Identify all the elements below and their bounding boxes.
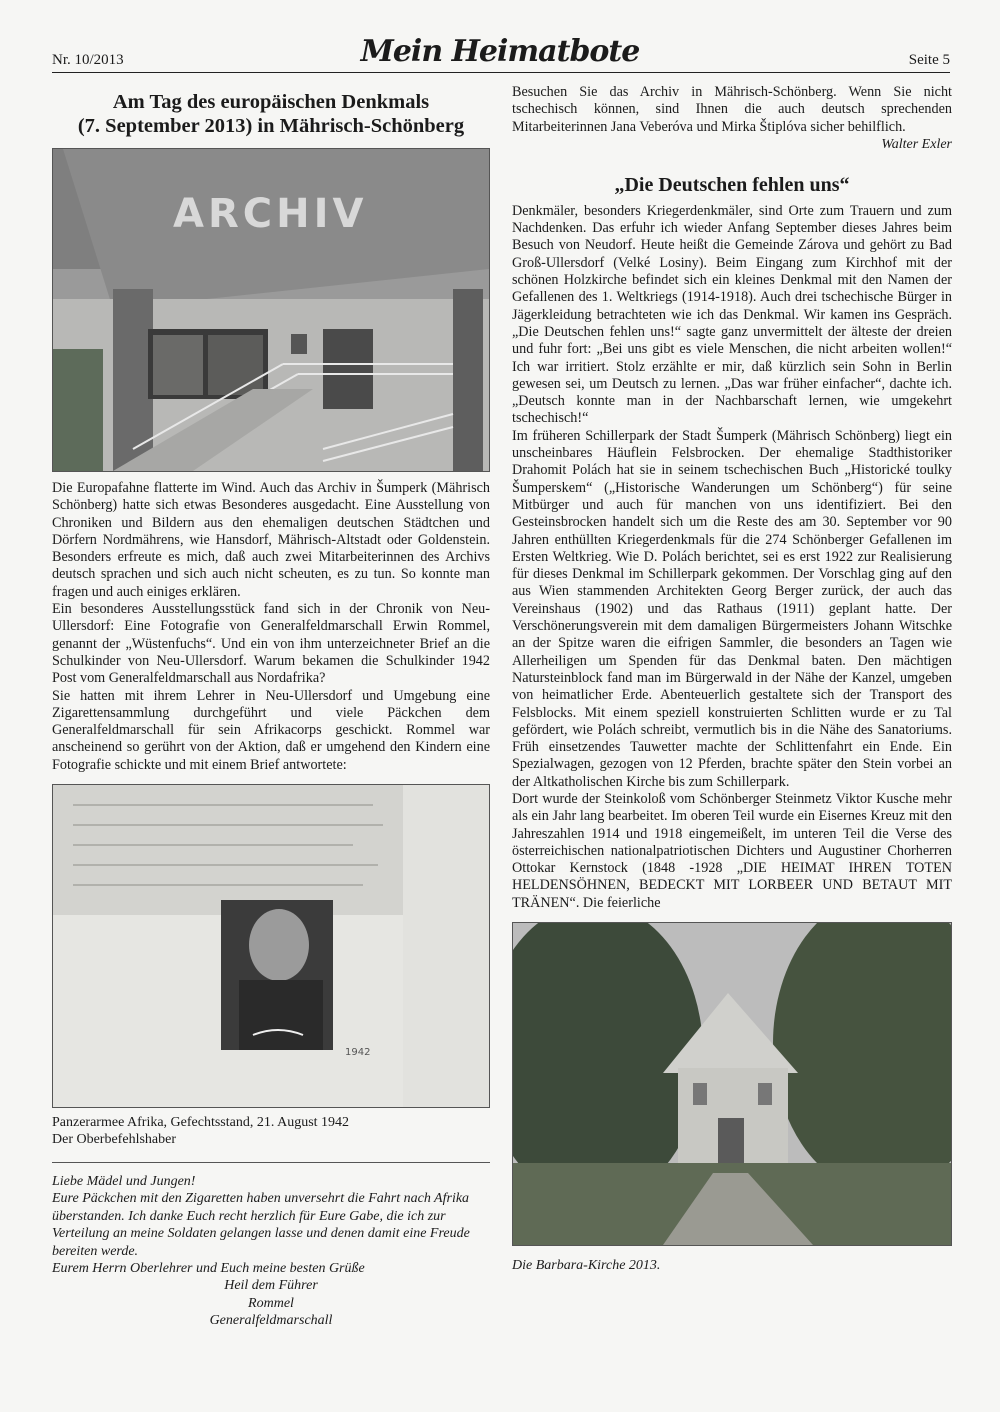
page-number: Seite 5 bbox=[908, 52, 950, 68]
author-byline: Walter Exler bbox=[881, 136, 952, 152]
left-article-body bbox=[52, 480, 490, 774]
right-paragraph-1: Denkmäler, besonders Kriegerdenkmäler, sind Orte zum Trauern und zum Nachdenken. Das erfuhr ich wieder Anfang September dieses Jahres beim Besuch von Neudorf. Heute heißt die Gemeinde Zárova und gehört zu Bad Groß-Ullersdorf (Velké Losiny). Beim Eingang zum Kirchhof mit der schönen Holzkirche befindet sich ein kleines Denkmal mit den Namen der Gefallenen des 1. Weltkriegs (1914-1918). Auch drei tschechische Bürger in Jägerkleidung betrachteten wie ich das Denkmal. Wir kamen ins Gespräch. „Die Deutschen fehlen uns!“ sagte ganz unvermittelt der älteste der dreien und fuhr fort: „Bei uns gibt es viele Menschen, die nicht arbeiten wollen!“ Ich war irritiert. Stolz erzählte er mir, daß kürzlich sein Sohn in Berlin gewesen sei, um Deutsch zu lernen. „Das war früher einfacher“, dachte ich. „Deutsch konnte man in der Nachbarschaft lernen, wie umgekehrt tschechisch!“ bbox=[512, 202, 952, 427]
chronicle-page-photo bbox=[52, 784, 490, 1108]
church-photo-caption: Die Barbara-Kirche 2013. bbox=[512, 1258, 661, 1274]
caption-line-1: Panzerarmee Afrika, Gefechtsstand, 21. August 1942 bbox=[52, 1115, 350, 1131]
chronicle-image bbox=[53, 785, 489, 1107]
right-column bbox=[512, 84, 952, 1274]
second-headline: „Die Deutschen fehlen uns“ bbox=[614, 173, 850, 196]
barbara-church-photo bbox=[512, 922, 952, 1246]
left-paragraph-2: Ein besonderes Ausstellungsstück fand sich in der Chronik von Neu-Ullersdorf: Eine Fotografie von Generalfeldmarschall Erwin Rommel, genannt der „Wüstenfuchs“. Und ein von ihm unterzeichneter Brief an die Schulkinder von Neu-Ullersdorf. Warum bekamen die Schulkinder 1942 Post vom Generalfeldmarschall aus Nordafrika? bbox=[52, 601, 490, 687]
left-column bbox=[52, 84, 490, 1330]
caption-line-2: Der Oberbefehlshaber bbox=[52, 1132, 176, 1148]
letter-signature: Rommel bbox=[248, 1295, 294, 1311]
photo-year-note: 1942 bbox=[345, 1047, 371, 1059]
right-paragraph-2: Im früheren Schillerpark der Stadt Šumperk (Mährisch Schönberg) liegt ein unscheinbares Häuflein Felsbrocken. Der ehemalige Stadthistoriker Drahomit Polách hat sie in seinem tschechischen Buch „Historické toulky Šumperskem“ („Historische Wanderungen um Schönberg“) für seine Mitbürger und auch für manchen von uns identifiziert. Bei den Gesteinsbrocken handelt sich um die Reste des am 30. September vor 90 Jahren enthüllten Kriegerdenkmals für die 274 Schönberger Gefallenen im Ersten Weltkrieg. Wie D. Polách berichtet, sei es erst 1922 zur Realisierung für dieses Denkmal im Schillerpark gekommen. Der Vorschlag ging auf den aus Wien stammenden Architekten Georg Berger zurück, der auch das Vereinshaus (1902) und das Rathaus (1911) geplant hatte. Der Verschönerungsverein mit dem damaligen Bürgermeisters Johann Witschke an der Spitze waren die eifrigen Sammler, die besonders an Tagen wie Allerheiligen um Spenden für das Denkmal baten. Den mächtigen Natursteinblock fand man im Bürgerwald in der Nähe der Kanzel, umgeben von heimatlicher Erde. Abenteuerlich gestaltete sich der Transport des Felsblocks. Mit einem speziell konstruierten Schlitten wurde er zu Tal gefördert, wie Polách schreibt, vermutlich bis in die Nähe des Sanatoriums. Früh einsetzendes Tauwetter machte der Schlittenfahrt ein Ende. Ein Spezialwagen, gezogen von 12 Pferden, brachte später den Stein vorbei an der Altkatholischen Kirche bis zum Schillerpark. bbox=[512, 427, 952, 790]
photo-caption bbox=[52, 1114, 490, 1148]
headline-line-2: (7. September 2013) in Mährisch-Schönberg bbox=[77, 115, 465, 137]
archiv-sign: ARCHIV bbox=[173, 191, 368, 237]
right-article-body bbox=[512, 203, 952, 912]
section-divider bbox=[52, 1162, 490, 1163]
left-paragraph-3: Sie hatten mit ihrem Lehrer in Neu-Ullersdorf und Umgebung eine Zigarettensammlung durchgeführt und viele Päckchen dem Generalfeldmarschall für sein Afrikacorps geschickt. Rommel war anscheinend so gerührt von der Aktion, daß er umgehend den Kindern eine Fotografie schickte und mit einem Brief antwortete: bbox=[52, 687, 490, 773]
right-paragraph-3: Dort wurde der Steinkoloß vom Schönberger Steinmetz Viktor Kusche mehr als ein Jahr lang bearbeitet. Im oberen Teil wurde ein Eisernes Kreuz mit den Jahreszahlen 1914 und 1918 eingemeißelt, im unteren Teil die Verse des österreichischen nationalpatriotischen Dichters und Augustiner Chorherren Ottokar Kernstock (1848 -1928 „DIE HEIMAT IHREN TOTEN HELDENSÖHNEN, BEDECKT MIT LORBEER UND BETAUT MIT TRÄNEN“. Die feierliche bbox=[512, 790, 952, 911]
masthead-logo: Mein Heimatbote bbox=[360, 34, 640, 69]
left-paragraph-1: Die Europafahne flatterte im Wind. Auch das Archiv in Šumperk (Mährisch Schönberg) hatte sich etwas Besonderes ausgedacht. Eine Ausstellung von Chroniken und Bildern aus den ehemaligen deutschen Städtchen und Dörfern Nordmährens, wie Hansdorf, Mährisch-Altstadt oder Goldenstein. Besonders erfreute es mich, daß auch zwei Mitarbeiterinnen des Archivs deutsch sprachen und sich auch nicht scheuten, es zu tun. So konnte man fragen und auch einiges erklären. bbox=[52, 480, 490, 600]
letter-rank: Generalfeldmarschall bbox=[209, 1313, 333, 1329]
archive-visit-note: Besuchen Sie das Archiv in Mährisch-Schönberg. Wenn Sie nicht tschechisch können, sind Ihnen die auch deutsch sprechenden Mitarbeiterinnen Jana Veberóva und Mirka Štiplóva sicher behilflich. bbox=[512, 84, 952, 135]
article-headline bbox=[52, 90, 490, 138]
letter-regards: Eurem Herrn Oberlehrer und Euch meine besten Grüße bbox=[52, 1261, 365, 1277]
church-image bbox=[513, 923, 951, 1245]
letter-body: Eure Päckchen mit den Zigaretten haben unversehrt die Fahrt nach Afrika überstanden. Ich danke Euch recht herzlich für Eure Gabe, die ich zur Verteilung an meine Soldaten gelangen lasse und denen damit eine Freude bereiten werde. bbox=[52, 1191, 470, 1259]
headline-line-1: Am Tag des europäischen Denkmals bbox=[112, 91, 430, 113]
letter-closing-1: Heil dem Führer bbox=[224, 1278, 318, 1294]
header-divider bbox=[52, 72, 950, 73]
rommel-letter bbox=[52, 1173, 490, 1330]
issue-number: Nr. 10/2013 bbox=[52, 52, 124, 68]
archive-building-image bbox=[53, 149, 489, 471]
archive-building-photo bbox=[52, 148, 490, 472]
letter-salutation: Liebe Mädel und Jungen! bbox=[52, 1174, 196, 1190]
